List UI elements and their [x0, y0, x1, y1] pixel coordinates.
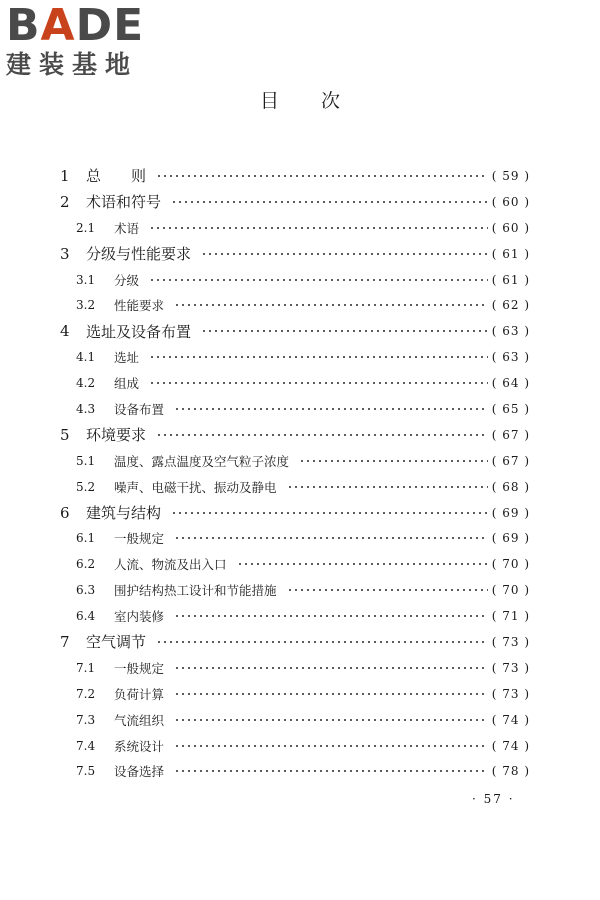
- toc-section-entry[interactable]: [60, 551, 530, 577]
- dot-leader: [149, 380, 488, 386]
- toc-entry-title: 空气调节: [86, 633, 147, 652]
- dot-leader: [174, 665, 488, 671]
- dot-leader: [156, 639, 488, 645]
- dot-leader: [171, 510, 488, 516]
- table-of-contents: [60, 163, 530, 784]
- toc-entry-number: 6.3: [76, 583, 96, 598]
- toc-entry-page: ( 62 ): [491, 298, 530, 313]
- logo-letter: DE: [75, 0, 145, 51]
- toc-entry-title: 一般规定: [114, 660, 165, 676]
- toc-entry-page: ( 61 ): [491, 272, 530, 287]
- toc-entry-title: 总 则: [86, 167, 147, 186]
- toc-entry-page: ( 71 ): [491, 609, 530, 624]
- toc-entry-page: ( 61 ): [491, 246, 530, 261]
- toc-entry-title: 气流组织: [114, 712, 165, 728]
- toc-chapter-entry[interactable]: [60, 163, 530, 189]
- toc-entry-page: ( 65 ): [491, 401, 530, 416]
- toc-entry-page: ( 74 ): [491, 712, 530, 727]
- toc-entry-page: ( 64 ): [491, 376, 530, 391]
- logo-letter-accent: A: [40, 0, 76, 51]
- dot-leader: [174, 768, 488, 774]
- toc-entry-number: 7: [60, 632, 70, 651]
- dot-leader: [174, 743, 488, 749]
- toc-section-entry[interactable]: [60, 448, 530, 474]
- dot-leader: [174, 691, 488, 697]
- toc-entry-number: 3.2: [76, 298, 96, 313]
- toc-entry-number: 5.2: [76, 479, 96, 494]
- toc-entry-title: 组成: [114, 376, 140, 392]
- toc-entry-number: 7.4: [76, 738, 96, 753]
- toc-entry-title: 设备布置: [114, 401, 165, 417]
- toc-entry-page: ( 60 ): [491, 220, 530, 235]
- toc-entry-title: 室内装修: [114, 609, 165, 625]
- toc-entry-number: 7.2: [76, 686, 96, 701]
- toc-entry-number: 4.2: [76, 376, 96, 391]
- dot-leader: [237, 561, 488, 567]
- toc-entry-title: 选址: [114, 350, 140, 366]
- toc-entry-number: 2: [60, 192, 70, 211]
- toc-entry-page: ( 68 ): [491, 479, 530, 494]
- toc-entry-title: 人流、物流及出入口: [114, 557, 227, 573]
- dot-leader: [287, 484, 488, 490]
- toc-entry-number: 6.2: [76, 557, 96, 572]
- dot-leader: [149, 354, 488, 360]
- toc-entry-page: ( 59 ): [491, 168, 530, 183]
- toc-entry-number: 6.4: [76, 609, 96, 624]
- toc-entry-title: 建筑与结构: [86, 504, 162, 523]
- toc-entry-title: 分级: [114, 272, 140, 288]
- logo-letter: B: [6, 0, 41, 51]
- dot-leader: [174, 613, 488, 619]
- toc-chapter-entry[interactable]: [60, 629, 530, 655]
- toc-chapter-entry[interactable]: [60, 318, 530, 344]
- toc-section-entry[interactable]: [60, 215, 530, 241]
- toc-section-entry[interactable]: [60, 267, 530, 293]
- toc-entry-number: 7.1: [76, 660, 96, 675]
- dot-leader: [287, 587, 488, 593]
- logo-subtitle: 建装基地: [6, 50, 139, 79]
- dot-leader: [156, 432, 488, 438]
- toc-entry-number: 5: [60, 425, 70, 444]
- toc-section-entry[interactable]: [60, 758, 530, 784]
- toc-entry-page: ( 69 ): [491, 505, 530, 520]
- dot-leader: [201, 251, 488, 257]
- toc-entry-title: 温度、露点温度及空气粒子浓度: [114, 453, 290, 469]
- toc-entry-title: 选址及设备布置: [86, 322, 192, 341]
- brand-logo: [6, 0, 176, 80]
- toc-section-entry[interactable]: [60, 733, 530, 759]
- dot-leader: [171, 199, 488, 205]
- toc-entry-number: 4.1: [76, 350, 96, 365]
- toc-section-entry[interactable]: [60, 603, 530, 629]
- dot-leader: [174, 406, 488, 412]
- toc-entry-page: ( 78 ): [491, 764, 530, 779]
- toc-entry-title: 噪声、电磁干扰、振动及静电: [114, 479, 277, 495]
- logo-wordmark: [6, 0, 176, 51]
- toc-chapter-entry[interactable]: [60, 189, 530, 215]
- dot-leader: [174, 717, 488, 723]
- toc-section-entry[interactable]: [60, 370, 530, 396]
- toc-entry-title: 围护结构热工设计和节能措施: [114, 583, 277, 599]
- dot-leader: [299, 458, 488, 464]
- toc-entry-title: 负荷计算: [114, 686, 165, 702]
- toc-entry-page: ( 73 ): [491, 634, 530, 649]
- toc-section-entry[interactable]: [60, 525, 530, 551]
- page-number: · 57 ·: [472, 792, 515, 806]
- toc-entry-number: 6: [60, 503, 70, 522]
- toc-section-entry[interactable]: [60, 396, 530, 422]
- toc-section-entry[interactable]: [60, 707, 530, 733]
- toc-entry-title: 术语: [114, 220, 140, 236]
- toc-entry-page: ( 67 ): [491, 453, 530, 468]
- toc-entry-page: ( 60 ): [491, 194, 530, 209]
- toc-entry-page: ( 67 ): [491, 427, 530, 442]
- toc-entry-number: 5.1: [76, 453, 96, 468]
- toc-entry-number: 3: [60, 244, 70, 263]
- toc-section-entry[interactable]: [60, 655, 530, 681]
- toc-entry-title: 术语和符号: [86, 193, 162, 212]
- toc-entry-page: ( 70 ): [491, 583, 530, 598]
- toc-section-entry[interactable]: [60, 577, 530, 603]
- toc-entry-number: 7.3: [76, 712, 96, 727]
- toc-entry-page: ( 63 ): [491, 324, 530, 339]
- toc-entry-number: 2.1: [76, 220, 96, 235]
- toc-entry-number: 4.3: [76, 401, 96, 416]
- toc-entry-page: ( 73 ): [491, 660, 530, 675]
- page-title: 目次: [259, 90, 382, 112]
- toc-entry-title: 设备选择: [114, 764, 165, 780]
- toc-section-entry[interactable]: [60, 681, 530, 707]
- toc-entry-page: ( 73 ): [491, 686, 530, 701]
- toc-entry-page: ( 69 ): [491, 531, 530, 546]
- toc-entry-page: ( 70 ): [491, 557, 530, 572]
- toc-chapter-entry[interactable]: [60, 422, 530, 448]
- toc-entry-title: 分级与性能要求: [86, 245, 192, 264]
- dot-leader: [174, 535, 488, 541]
- toc-entry-title: 系统设计: [114, 738, 165, 754]
- toc-entry-title: 一般规定: [114, 531, 165, 547]
- toc-entry-number: 4: [60, 322, 70, 341]
- dot-leader: [201, 328, 488, 334]
- toc-chapter-entry[interactable]: [60, 241, 530, 267]
- dot-leader: [149, 277, 488, 283]
- toc-entry-number: 6.1: [76, 531, 96, 546]
- dot-leader: [149, 225, 488, 231]
- toc-section-entry[interactable]: [60, 292, 530, 318]
- dot-leader: [174, 302, 488, 308]
- toc-section-entry[interactable]: [60, 344, 530, 370]
- toc-chapter-entry[interactable]: [60, 500, 530, 526]
- toc-entry-number: 7.5: [76, 764, 96, 779]
- toc-entry-page: ( 74 ): [491, 738, 530, 753]
- dot-leader: [156, 173, 488, 179]
- toc-entry-title: 环境要求: [86, 426, 147, 445]
- toc-entry-page: ( 63 ): [491, 350, 530, 365]
- toc-entry-number: 3.1: [76, 272, 96, 287]
- toc-entry-title: 性能要求: [114, 298, 165, 314]
- toc-section-entry[interactable]: [60, 474, 530, 500]
- toc-entry-number: 1: [60, 166, 70, 185]
